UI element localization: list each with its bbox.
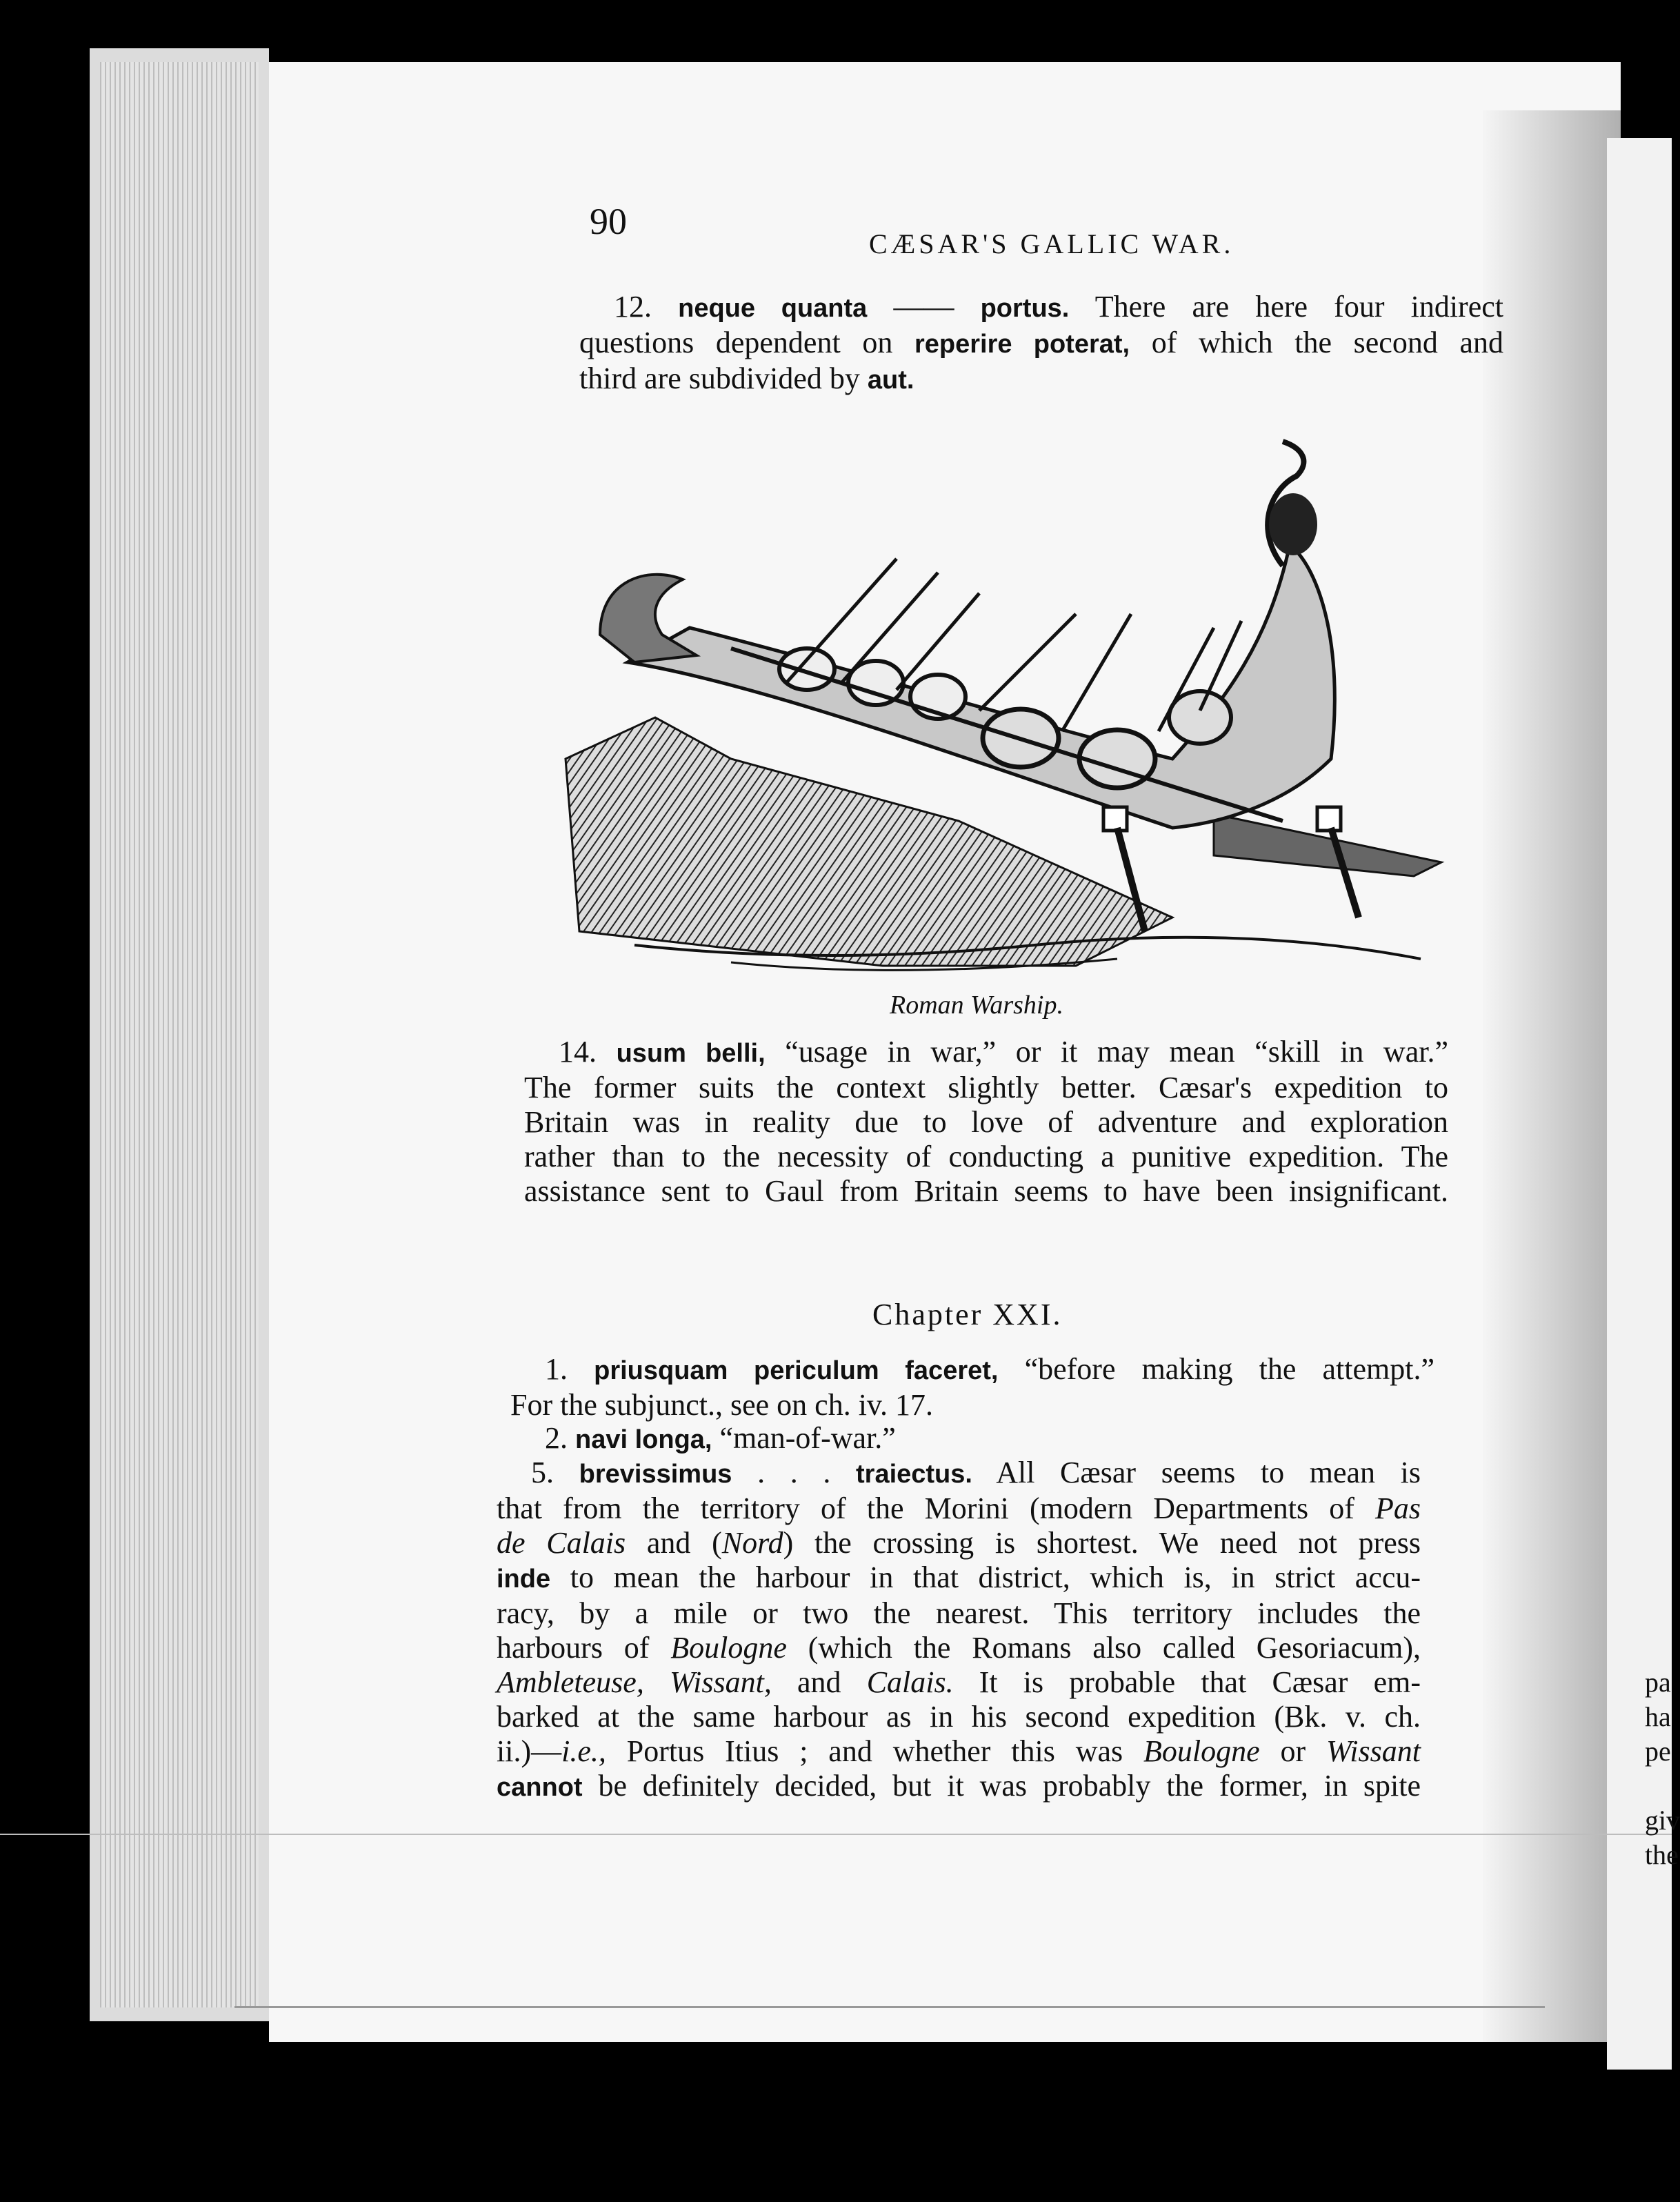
place-name: Boulogne bbox=[670, 1631, 787, 1665]
note-5-line-10 bbox=[497, 1769, 1421, 1805]
note-text: Portus Itius ; and whether this was bbox=[626, 1734, 1123, 1768]
place-name: Nord bbox=[721, 1526, 783, 1560]
right-page-fragment: pa bbox=[1645, 1667, 1671, 1698]
page-number: 90 bbox=[590, 201, 627, 242]
note-text: There are here four indirect bbox=[1094, 290, 1503, 324]
lemma: priusquam periculum faceret, bbox=[594, 1356, 999, 1385]
lemma: usum belli, bbox=[616, 1039, 766, 1068]
note-text: (which the Romans also called Gesoriacum), bbox=[808, 1631, 1421, 1665]
note-1-line-1 bbox=[510, 1352, 1434, 1388]
note-text: to mean the harbour in that district, which is, in strict accu- bbox=[570, 1560, 1421, 1594]
note-5-line-2 bbox=[497, 1491, 1421, 1526]
note-12-line-1 bbox=[579, 290, 1503, 326]
place-name: Ambleteuse, bbox=[497, 1665, 644, 1699]
note-text: be definitely decided, but it was probably the former, in spite bbox=[598, 1769, 1421, 1803]
running-head: CÆSAR'S GALLIC WAR. bbox=[869, 228, 1234, 259]
note-14-line-3: Britain was in reality due to love of adventure and exploration bbox=[524, 1105, 1448, 1139]
right-page-fragment: giv bbox=[1645, 1805, 1680, 1836]
place-name: Calais. bbox=[866, 1665, 954, 1699]
note-12-line-2 bbox=[579, 326, 1503, 361]
note-number: 14. bbox=[559, 1035, 597, 1069]
note-number: 1. bbox=[545, 1352, 568, 1386]
lemma: aut. bbox=[867, 366, 914, 395]
right-page-fragment: pe bbox=[1645, 1736, 1671, 1767]
note-14-line-4: rather than to the necessity of conducting a punitive expedition. The bbox=[524, 1140, 1448, 1173]
note-text: questions dependent on bbox=[579, 326, 893, 359]
roman-warship-illustration bbox=[552, 435, 1462, 986]
note-14 bbox=[524, 1035, 1448, 1209]
lemma: traiectus. bbox=[856, 1460, 972, 1489]
note-5-line-5: racy, by a mile or two the nearest. This territory includes the bbox=[497, 1596, 1421, 1630]
lemma: cannot bbox=[497, 1773, 583, 1802]
ellipsis: . . . bbox=[757, 1456, 831, 1489]
shield bbox=[1169, 691, 1231, 744]
note-text: It is probable that Cæsar em- bbox=[979, 1665, 1421, 1699]
note-5-line-4 bbox=[497, 1560, 1421, 1596]
place-name: de Calais bbox=[497, 1526, 626, 1560]
note-5-line-6 bbox=[497, 1631, 1421, 1665]
figure-caption: Roman Warship. bbox=[890, 991, 1063, 1020]
oar-port bbox=[1317, 807, 1341, 831]
book-page-edges-lines bbox=[100, 62, 259, 2007]
note-text: ii.)— bbox=[497, 1734, 562, 1768]
note-14-line-1 bbox=[524, 1035, 1448, 1071]
place-name: Boulogne bbox=[1143, 1734, 1260, 1768]
right-page bbox=[1607, 138, 1672, 2070]
lemma: neque quanta bbox=[678, 294, 868, 323]
lemma: portus. bbox=[980, 294, 1070, 323]
note-5-line-9 bbox=[497, 1734, 1421, 1769]
place-name: Wissant, bbox=[669, 1665, 772, 1699]
note-text: “before making the attempt.” bbox=[1024, 1352, 1434, 1386]
lemma: inde bbox=[497, 1565, 551, 1594]
oar-port bbox=[1103, 807, 1127, 831]
note-12-line-3 bbox=[579, 361, 1503, 397]
note-5 bbox=[497, 1456, 1421, 1805]
right-page-fragment: ha bbox=[1645, 1701, 1671, 1732]
note-14-line-5: assistance sent to Gaul from Britain seems to have been insignificant. bbox=[524, 1174, 1448, 1208]
lemma: navi longa, bbox=[575, 1425, 712, 1454]
lemma: reperire poterat, bbox=[914, 330, 1130, 359]
note-text: “man-of-war.” bbox=[719, 1421, 896, 1455]
note-1 bbox=[510, 1352, 1434, 1422]
note-5-line-8: barked at the same harbour as in his second expedition (Bk. v. ch. bbox=[497, 1700, 1421, 1734]
abbreviation: i.e., bbox=[561, 1734, 606, 1768]
note-number: 5. bbox=[531, 1456, 554, 1489]
page-bottom-rule bbox=[234, 2006, 1545, 2008]
note-text: that from the territory of the Morini (modern Departments of bbox=[497, 1491, 1354, 1525]
right-page-fragment: the bbox=[1645, 1839, 1679, 1870]
chapter-heading: Chapter XXI. bbox=[872, 1298, 1063, 1331]
note-text: harbours of bbox=[497, 1631, 650, 1665]
note-12 bbox=[579, 290, 1503, 397]
note-1-line-2: For the subjunct., see on ch. iv. 17. bbox=[510, 1388, 934, 1422]
note-text: third are subdivided by bbox=[579, 361, 860, 395]
prow-ornament bbox=[1269, 493, 1317, 555]
note-5-line-7 bbox=[497, 1665, 1421, 1700]
note-14-line-2: The former suits the context slightly better. Cæsar's expedition to bbox=[524, 1071, 1448, 1104]
lemma: brevissimus bbox=[579, 1460, 732, 1489]
note-text: and bbox=[646, 1526, 691, 1560]
place-name: Wissant bbox=[1326, 1734, 1421, 1768]
note-2-line-1 bbox=[510, 1421, 1434, 1457]
note-2 bbox=[510, 1421, 1434, 1457]
note-text: “usage in war,” or it may mean “skill in war.” bbox=[785, 1035, 1448, 1069]
note-text: and bbox=[797, 1665, 841, 1699]
note-5-line-1 bbox=[497, 1456, 1421, 1491]
note-text: All Cæsar seems to mean is bbox=[996, 1456, 1421, 1489]
place-name: Pas bbox=[1375, 1491, 1421, 1525]
scan-rule bbox=[0, 1834, 1672, 1835]
note-number: 2. bbox=[545, 1421, 568, 1455]
dash: —— bbox=[893, 290, 954, 324]
note-text: ) the crossing is shortest. We need not press bbox=[783, 1526, 1421, 1560]
note-text: of which the second and bbox=[1151, 326, 1503, 359]
page-gutter-shadow bbox=[1483, 110, 1621, 2042]
note-text: or bbox=[1280, 1734, 1306, 1768]
note-5-line-3: de Calais and (Nord) the crossing is shortest. We need not press bbox=[497, 1526, 1421, 1560]
note-number: 12. bbox=[614, 290, 652, 324]
stern-ornament bbox=[600, 575, 697, 662]
